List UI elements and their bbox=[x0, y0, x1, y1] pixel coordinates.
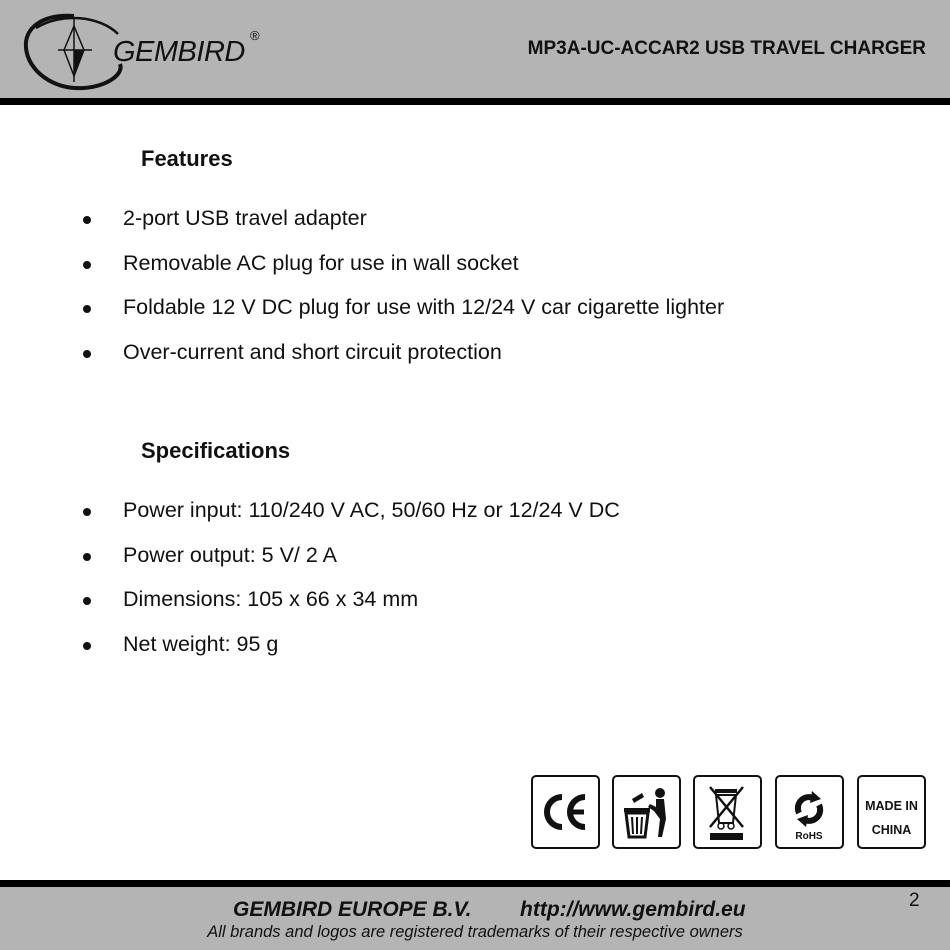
page-footer bbox=[0, 887, 950, 950]
features-heading: Features bbox=[141, 146, 233, 171]
gembird-logo bbox=[22, 6, 260, 92]
features-list bbox=[0, 208, 950, 386]
china-label: CHINA bbox=[871, 823, 912, 837]
recycle-bin-icon bbox=[612, 775, 681, 849]
rohs-icon bbox=[775, 775, 844, 849]
page-number: 2 bbox=[909, 890, 920, 911]
made-in-china-icon bbox=[857, 775, 926, 849]
bullet-icon bbox=[83, 305, 91, 313]
registered-mark: ® bbox=[250, 28, 260, 43]
footer-company-name: GEMBIRD EUROPE B.V. bbox=[233, 898, 472, 921]
specifications-heading: Specifications bbox=[141, 438, 291, 463]
list-item bbox=[0, 208, 950, 253]
list-item bbox=[0, 589, 950, 634]
brand-name: GEMBIRD bbox=[113, 36, 245, 68]
spec-text: Net weight: 95 g bbox=[123, 631, 279, 656]
footer-website-link[interactable]: http://www.gembird.eu bbox=[520, 898, 746, 921]
bullet-icon bbox=[83, 350, 91, 358]
made-in-label: MADE IN bbox=[865, 799, 918, 813]
bullet-icon bbox=[83, 508, 91, 516]
header-divider bbox=[0, 98, 950, 105]
specifications-list bbox=[0, 500, 950, 678]
list-item bbox=[0, 339, 950, 387]
bullet-icon bbox=[83, 261, 91, 269]
spec-text: Dimensions: 105 x 66 x 34 mm bbox=[123, 587, 419, 611]
feature-text: 2-port USB travel adapter bbox=[123, 206, 367, 230]
rohs-label: RoHS bbox=[795, 831, 823, 842]
list-item bbox=[0, 631, 950, 679]
list-item bbox=[0, 250, 950, 298]
trademark-notice: All brands and logos are registered trademarks of their respective owners bbox=[207, 923, 743, 941]
bullet-icon bbox=[83, 553, 91, 561]
document-title: MP3A-UC-ACCAR2 USB TRAVEL CHARGER bbox=[527, 38, 926, 59]
feature-text: Foldable 12 V DC plug for use with 12/24 V car cigarette lighter bbox=[123, 295, 725, 319]
feature-text: Over-current and short circuit protection bbox=[123, 339, 502, 364]
list-item bbox=[0, 297, 950, 342]
bullet-icon bbox=[83, 597, 91, 605]
bullet-icon bbox=[83, 216, 91, 224]
bullet-icon bbox=[83, 642, 91, 650]
page-header bbox=[0, 0, 950, 98]
spec-text: Power input: 110/240 V AC, 50/60 Hz or 12/24 V DC bbox=[123, 498, 620, 522]
list-item bbox=[0, 500, 950, 545]
weee-crossed-bin-icon bbox=[693, 775, 762, 849]
spec-text: Power output: 5 V/ 2 A bbox=[123, 542, 337, 567]
certification-badges bbox=[531, 775, 926, 849]
feature-text: Removable AC plug for use in wall socket bbox=[123, 250, 519, 275]
footer-divider bbox=[0, 880, 950, 887]
list-item bbox=[0, 542, 950, 590]
ce-mark-icon bbox=[531, 775, 600, 849]
